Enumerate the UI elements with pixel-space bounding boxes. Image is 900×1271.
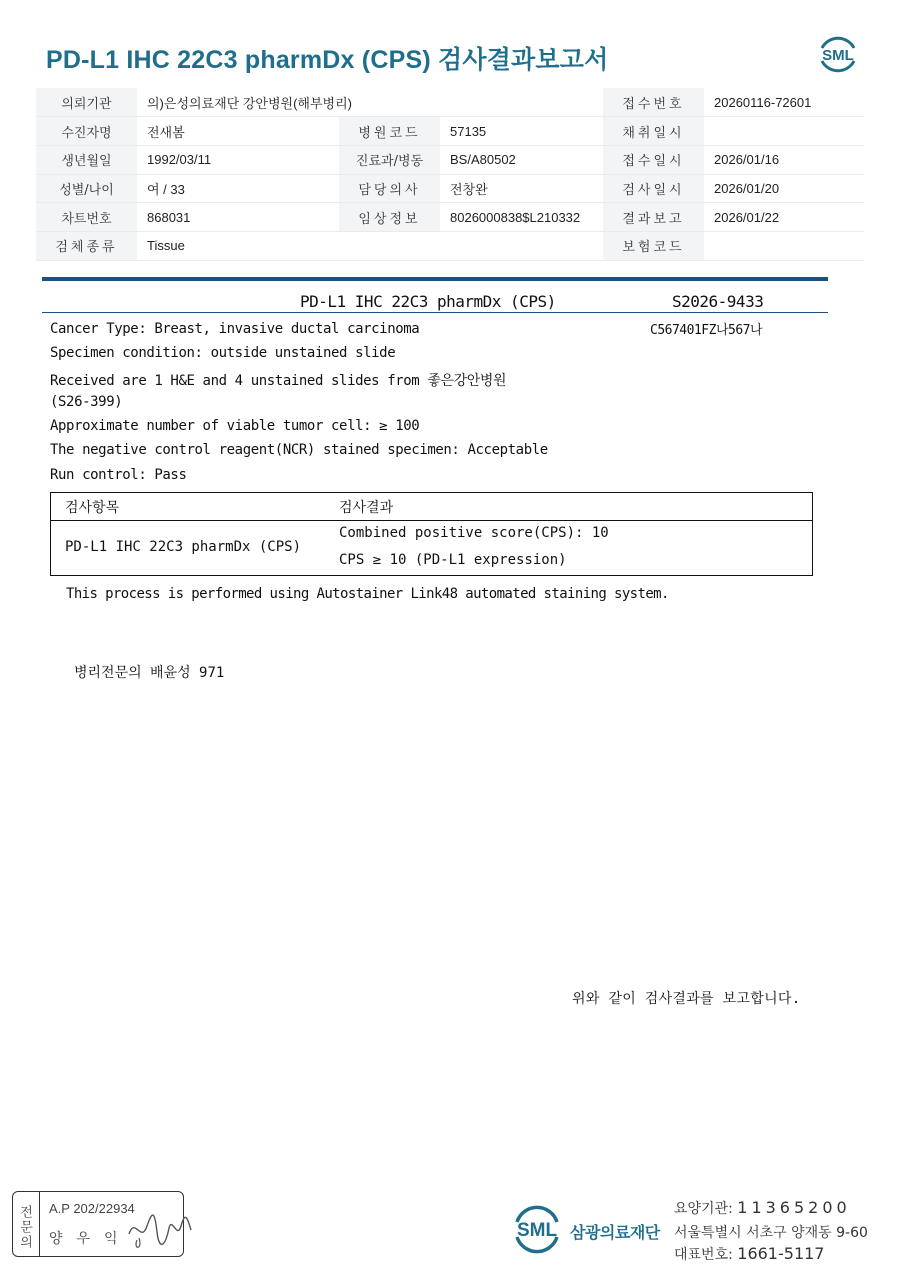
doctor-value: 전창완 bbox=[440, 174, 603, 203]
institution-code-line bbox=[674, 1198, 851, 1218]
receipt-no-label: 접수번호 bbox=[603, 88, 704, 117]
clinical-value: 8026000838$L210332 bbox=[440, 203, 603, 232]
section-divider bbox=[42, 277, 828, 281]
info-row bbox=[36, 145, 864, 174]
institution-label: 의뢰기관 bbox=[36, 88, 137, 117]
sml-footer-logo-text: SML bbox=[516, 1220, 558, 1241]
result-table-header bbox=[51, 493, 812, 521]
patient-value: 전새봄 bbox=[137, 117, 339, 146]
dept-label: 진료과/병동 bbox=[339, 145, 440, 174]
test-item: PD-L1 IHC 22C3 pharmDx (CPS) bbox=[65, 539, 302, 555]
receipt-date-label: 접수일시 bbox=[603, 145, 704, 174]
institution-value: 의)은성의료재단 강안병원(해부병리) bbox=[137, 88, 603, 117]
patient-info-table bbox=[36, 88, 864, 261]
test-date-label: 검사일시 bbox=[603, 174, 704, 203]
report-line: Cancer Type: Breast, invasive ductal carcinoma bbox=[50, 321, 420, 337]
specialist-stamp bbox=[12, 1191, 184, 1257]
report-line: Run control: Pass bbox=[50, 467, 187, 483]
report-date-value: 2026/01/22 bbox=[704, 203, 864, 232]
insurance-value bbox=[704, 231, 864, 260]
dept-value: BS/A80502 bbox=[440, 145, 603, 174]
report-line: Approximate number of viable tumor cell: ≥ 100 bbox=[50, 418, 420, 434]
dob-value: 1992/03/11 bbox=[137, 145, 339, 174]
item-header: 검사항목 bbox=[65, 500, 120, 516]
sex-age-value: 여 / 33 bbox=[137, 174, 339, 203]
address: 서울특별시 서초구 양재동 9-60 bbox=[674, 1225, 868, 1241]
doctor-label: 담당의사 bbox=[339, 174, 440, 203]
sex-age-label: 성별/나이 bbox=[36, 174, 137, 203]
report-date-label: 결과보고 bbox=[603, 203, 704, 232]
test-date-value: 2026/01/20 bbox=[704, 174, 864, 203]
closing-statement: 위와 같이 검사결과를 보고합니다. bbox=[572, 991, 801, 1007]
collection-date-value bbox=[704, 117, 864, 146]
phone-label: 대표번호: bbox=[674, 1247, 738, 1263]
report-line: (S26-399) bbox=[50, 394, 123, 410]
phone-line bbox=[674, 1244, 824, 1264]
page-title: PD-L1 IHC 22C3 pharmDx (CPS) 검사결과보고서 bbox=[46, 46, 609, 74]
info-row bbox=[36, 203, 864, 232]
report-line: Received are 1 H&E and 4 unstained slides from 좋은강안병원 bbox=[50, 373, 507, 389]
chart-no-value: 868031 bbox=[137, 203, 339, 232]
process-note: This process is performed using Autostainer Link48 automated staining system. bbox=[66, 586, 669, 602]
hospital-code-label: 병원코드 bbox=[339, 117, 440, 146]
collection-date-label: 채취일시 bbox=[603, 117, 704, 146]
code-value: 11365200 bbox=[737, 1198, 851, 1217]
receipt-date-value: 2026/01/16 bbox=[704, 145, 864, 174]
dob-label: 생년월일 bbox=[36, 145, 137, 174]
report-title: PD-L1 IHC 22C3 pharmDx (CPS) bbox=[300, 292, 556, 311]
phone-value: 1661-5117 bbox=[737, 1244, 825, 1263]
section-divider bbox=[42, 312, 828, 313]
report-sub-code: C567401FZ나567나 bbox=[650, 323, 763, 338]
sml-footer-logo-icon bbox=[508, 1200, 566, 1258]
stamp-column-label: 전문의 bbox=[13, 1192, 40, 1256]
sml-logo-text: SML bbox=[822, 47, 854, 64]
insurance-label: 보험코드 bbox=[603, 231, 704, 260]
specimen-label: 검체종류 bbox=[36, 231, 137, 260]
info-row bbox=[36, 231, 864, 260]
foundation-name: 삼광의료재단 bbox=[570, 1223, 660, 1242]
info-row bbox=[36, 88, 864, 117]
code-label: 요양기관: bbox=[674, 1201, 738, 1217]
report-line: The negative control reagent(NCR) stained specimen: Acceptable bbox=[50, 442, 548, 458]
result-score: Combined positive score(CPS): 10 bbox=[339, 525, 609, 541]
receipt-no-value: 20260116-72601 bbox=[704, 88, 864, 117]
chart-no-label: 차트번호 bbox=[36, 203, 137, 232]
info-row bbox=[36, 174, 864, 203]
result-header: 검사결과 bbox=[339, 500, 394, 516]
report-number: S2026-9433 bbox=[672, 292, 764, 311]
report-line: Specimen condition: outside unstained slide bbox=[50, 345, 396, 361]
stamp-license: A.P 202/22934 bbox=[49, 1201, 135, 1216]
specimen-value: Tissue bbox=[137, 231, 603, 260]
signature-icon bbox=[125, 1204, 195, 1252]
clinical-label: 임상정보 bbox=[339, 203, 440, 232]
result-table bbox=[50, 492, 813, 576]
sml-logo-icon bbox=[814, 30, 862, 78]
result-interpretation: CPS ≥ 10 (PD-L1 expression) bbox=[339, 552, 567, 568]
patient-label: 수진자명 bbox=[36, 117, 137, 146]
hospital-code-value: 57135 bbox=[440, 117, 603, 146]
info-row bbox=[36, 117, 864, 146]
pathologist-signature-line: 병리전문의 배윤성 971 bbox=[74, 665, 225, 681]
stamp-name: 양우익 bbox=[49, 1230, 132, 1246]
